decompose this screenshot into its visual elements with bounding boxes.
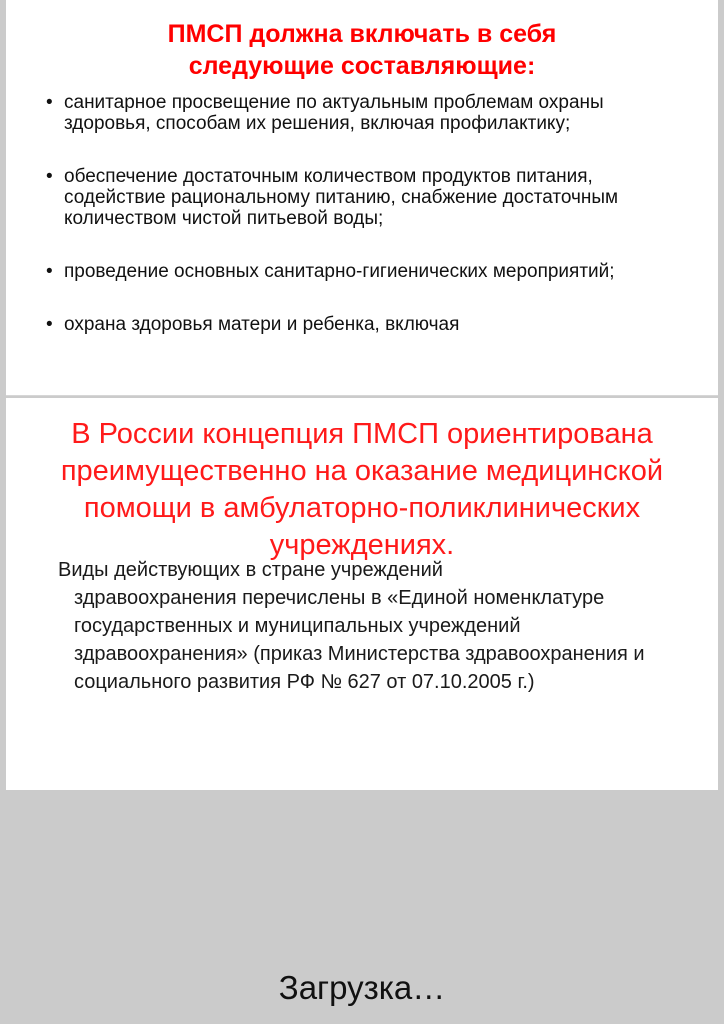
list-item-text: обеспечение достаточным количеством продуктов питания, содействие рациональному питанию, снабжение достаточным количеством чистой питьевой воды; — [64, 166, 619, 229]
slide-1-bullet-list — [46, 92, 686, 367]
list-item — [46, 314, 686, 335]
slide-1[interactable] — [6, 0, 718, 396]
slide-2-title: В России концепция ПМСП ориентирована преимущественно на оказание медицинской помощи в амбулаторно-поликлинических учреждениях. — [60, 418, 664, 561]
slide-2-body-first-line: Виды действующих в стране учреждений — [58, 559, 443, 581]
bullet-icon: • — [46, 166, 53, 187]
list-item — [46, 261, 686, 282]
slide-1-title-line-1: ПМСП должна включать в себя — [167, 20, 557, 48]
slide-1-title-line-2: следующие составляющие: — [188, 52, 536, 80]
bullet-icon: • — [46, 92, 53, 113]
bullet-icon: • — [46, 314, 53, 335]
slide-2-body-rest: здравоохранения перечислены в «Единой номенклатуре государственных и муниципальных учреждений здравоохранения» (приказ Министерства здравоохранения и социального развития РФ № 627 от 07.10.2005 г.) — [74, 587, 645, 693]
slide-1-title — [6, 18, 718, 82]
list-item — [46, 166, 686, 229]
list-item-text: проведение основных санитарно-гигиенических мероприятий; — [64, 261, 615, 282]
list-item-text: охрана здоровья матери и ребенка, включая — [64, 314, 460, 335]
list-item-text: санитарное просвещение по актуальным проблемам охраны здоровья, способам их решения, включая профилактику; — [64, 92, 604, 134]
bullet-icon: • — [46, 261, 53, 282]
list-item — [46, 92, 686, 134]
loading-indicator: Загрузка… — [278, 969, 446, 1006]
slide-2[interactable] — [6, 398, 718, 790]
slide-2-body-text — [58, 556, 668, 696]
